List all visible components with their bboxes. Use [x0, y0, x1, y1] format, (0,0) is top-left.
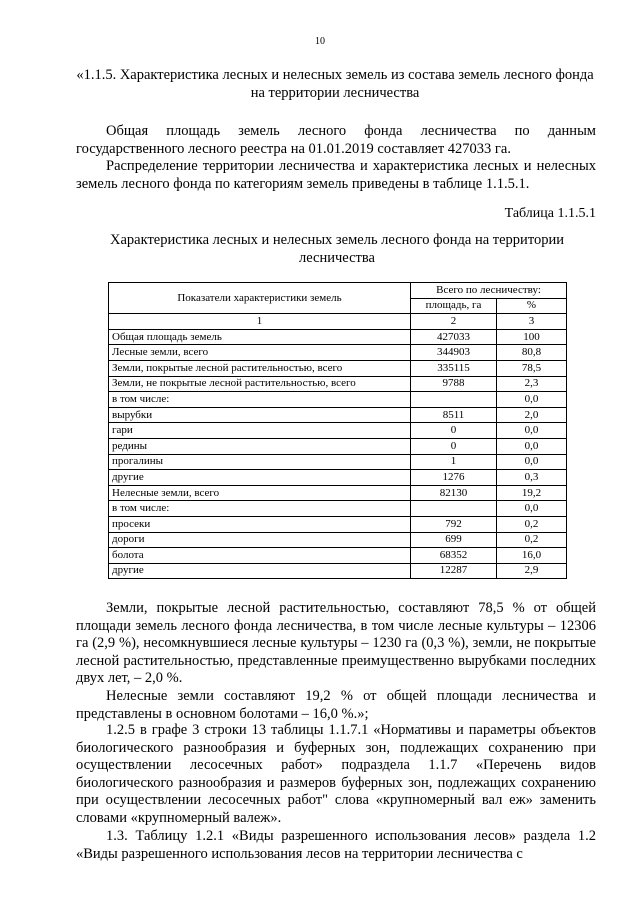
table-title: Характеристика лесных и нелесных земель лесного фонда на территории лесничества [110, 232, 564, 266]
table-body [109, 329, 567, 579]
table-row [109, 501, 567, 517]
cell-area: 1 [411, 454, 497, 470]
cell-name: Общая площадь земель [109, 329, 411, 345]
cell-percent: 0,0 [497, 423, 567, 439]
cell-area: 8511 [411, 407, 497, 423]
cell-area: 82130 [411, 485, 497, 501]
cell-area: 0 [411, 423, 497, 439]
table-row [109, 438, 567, 454]
paragraph-nonforest: Нелесные земли составляют 19,2 % от общей площади лесничества и представлены в основном болотами – 16,0 %.»; [76, 688, 596, 722]
paragraph-1-3: 1.3. Таблицу 1.2.1 «Виды разрешенного использования лесов» раздела 1.2 «Виды разрешенного использования лесов на территории лесничества с [76, 828, 596, 862]
table-row [109, 407, 567, 423]
cell-percent: 0,2 [497, 516, 567, 532]
cell-percent: 78,5 [497, 360, 567, 376]
cell-percent: 19,2 [497, 485, 567, 501]
cell-area [411, 392, 497, 408]
table-row [109, 376, 567, 392]
header-total: Всего по лесничеству: [411, 283, 567, 299]
table-row [109, 470, 567, 486]
cell-percent: 0,0 [497, 438, 567, 454]
table-row [109, 563, 567, 579]
cell-name: Земли, покрытые лесной растительностью, всего [109, 360, 411, 376]
cell-name: болота [109, 548, 411, 564]
cell-percent: 0,3 [497, 470, 567, 486]
cell-name: Земли, не покрытые лесной растительностью, всего [109, 376, 411, 392]
cell-area [411, 501, 497, 517]
header-percent: % [497, 298, 567, 314]
cell-percent: 2,0 [497, 407, 567, 423]
cell-name: вырубки [109, 407, 411, 423]
cell-name: Лесные земли, всего [109, 345, 411, 361]
cell-percent: 0,0 [497, 501, 567, 517]
cell-name: другие [109, 470, 411, 486]
column-number: 3 [497, 314, 567, 330]
table-row [109, 329, 567, 345]
table-row [109, 516, 567, 532]
table-row [109, 548, 567, 564]
cell-area: 427033 [411, 329, 497, 345]
column-number: 2 [411, 314, 497, 330]
table-label: Таблица 1.1.5.1 [504, 206, 596, 221]
cell-percent: 100 [497, 329, 567, 345]
column-number: 1 [109, 314, 411, 330]
cell-name: редины [109, 438, 411, 454]
paragraph-forest-covered: Земли, покрытые лесной растительностью, составляют 78,5 % от общей площади земель лесного фонда лесничества, в том числе лесные культуры – 12306 га (2,9 %), несомкнувшиеся лесные культуры – 1230 га (0,3 %), земли, не покрытые лесной растительностью, представленные преимущественно вырубками последних двух лет, – 2,0 %. [76, 600, 596, 686]
cell-area: 68352 [411, 548, 497, 564]
table-row [109, 360, 567, 376]
cell-area: 335115 [411, 360, 497, 376]
cell-name: в том числе: [109, 392, 411, 408]
cell-percent: 0,0 [497, 454, 567, 470]
header-indicator: Показатели характеристики земель [109, 283, 411, 314]
cell-name: гари [109, 423, 411, 439]
cell-percent: 16,0 [497, 548, 567, 564]
table-row [109, 345, 567, 361]
page-number: 10 [315, 36, 325, 47]
cell-percent: 0,2 [497, 532, 567, 548]
cell-area: 0 [411, 438, 497, 454]
table-row [109, 485, 567, 501]
cell-name: дороги [109, 532, 411, 548]
cell-name: прогалины [109, 454, 411, 470]
cell-area: 1276 [411, 470, 497, 486]
table-row [109, 532, 567, 548]
paragraph-distribution: Распределение территории лесничества и характеристика лесных и нелесных земель лесного фонда по категориям земель приведены в таблице 1.1.5.1. [76, 158, 596, 192]
cell-name: в том числе: [109, 501, 411, 517]
paragraph-total-area: Общая площадь земель лесного фонда лесничества по данным государственного лесного реестра на 01.01.2019 составляет 427033 га. [76, 123, 596, 157]
land-characteristics-table [108, 282, 567, 579]
cell-area: 699 [411, 532, 497, 548]
table-row [109, 423, 567, 439]
cell-percent: 2,9 [497, 563, 567, 579]
cell-name: другие [109, 563, 411, 579]
cell-area: 9788 [411, 376, 497, 392]
table-row [109, 454, 567, 470]
cell-area: 792 [411, 516, 497, 532]
paragraph-1-2-5: 1.2.5 в графе 3 строки 13 таблицы 1.1.7.1 «Нормативы и параметры объектов биологического разнообразия и буферных зон, подлежащих сохранению при осуществлении лесосечных работ» подраздела 1.1.7 «Перечень видов биологического разнообразия и размеров буферных зон, подлежащих сохранению при осуществлении лесосечных работ" слова «крупномерный вал еж» заменить словами «крупномерный валеж». [76, 722, 596, 826]
cell-percent: 2,3 [497, 376, 567, 392]
cell-percent: 0,0 [497, 392, 567, 408]
cell-name: Нелесные земли, всего [109, 485, 411, 501]
cell-area: 12287 [411, 563, 497, 579]
section-heading: «1.1.5. Характеристика лесных и нелесных земель из состава земель лесного фонда на территории лесничества [76, 67, 594, 101]
cell-percent: 80,8 [497, 345, 567, 361]
header-area: площадь, га [411, 298, 497, 314]
table-row [109, 392, 567, 408]
cell-name: просеки [109, 516, 411, 532]
cell-area: 344903 [411, 345, 497, 361]
